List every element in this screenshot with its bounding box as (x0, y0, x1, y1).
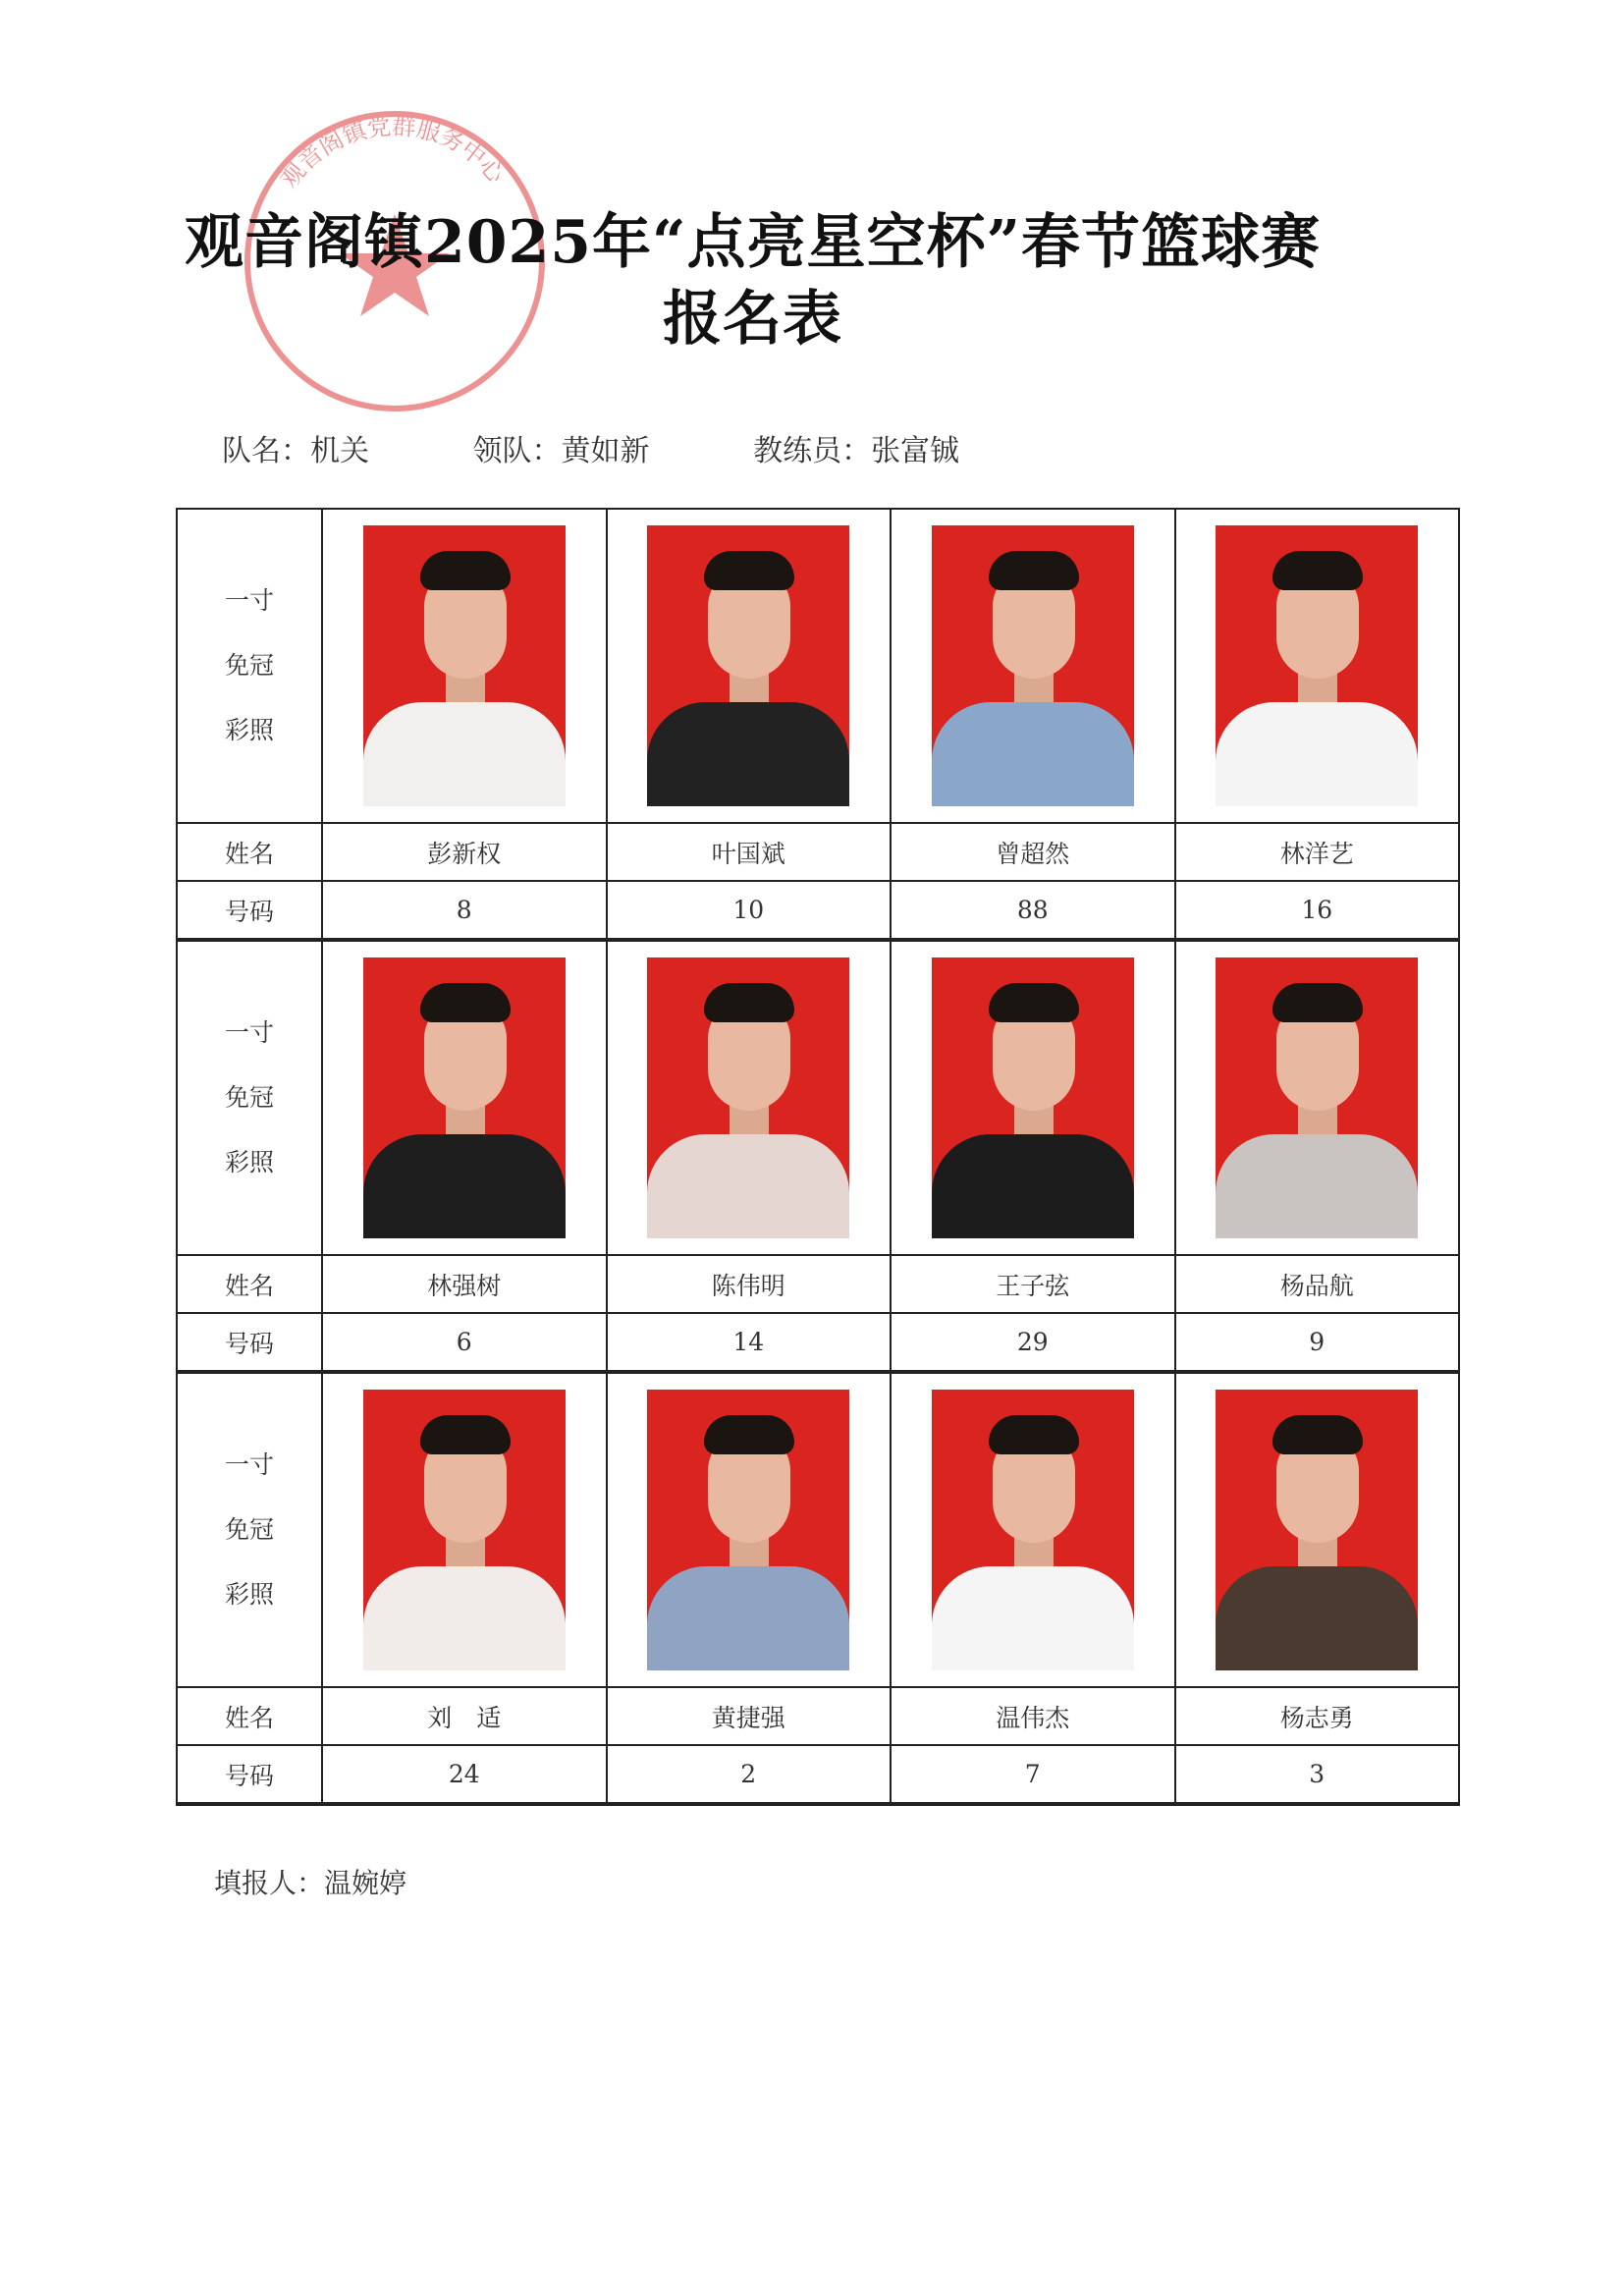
player-photo (647, 525, 849, 806)
player-name: 林强树 (322, 1255, 607, 1313)
player-name: 曾超然 (891, 823, 1175, 881)
player-photo (932, 1390, 1134, 1670)
player-name: 陈伟明 (607, 1255, 892, 1313)
number-label: 号码 (177, 1745, 322, 1804)
photo-row (177, 940, 1459, 1255)
player-name: 叶国斌 (607, 823, 892, 881)
photo-row (177, 1372, 1459, 1687)
player-number: 7 (891, 1745, 1175, 1804)
player-number: 2 (607, 1745, 892, 1804)
photo-label-line: 免冠 (224, 1515, 274, 1544)
player-name: 刘 适 (322, 1687, 607, 1745)
name-row (177, 823, 1459, 881)
player-name: 温伟杰 (891, 1687, 1175, 1745)
player-number: 16 (1175, 881, 1460, 940)
photo-label-line: 一寸 (224, 586, 274, 615)
registration-table (176, 508, 1460, 1806)
photo-label-line: 彩照 (224, 1580, 274, 1609)
photo-label-line: 一寸 (224, 1018, 274, 1047)
player-photo (647, 957, 849, 1238)
player-name: 王子弦 (891, 1255, 1175, 1313)
player-number: 88 (891, 881, 1175, 940)
player-number: 6 (322, 1313, 607, 1372)
number-row (177, 1745, 1459, 1804)
photo-label (177, 940, 322, 1255)
player-number: 29 (891, 1313, 1175, 1372)
page-title: 观音阁镇2025年“点亮星空杯”春节篮球赛 (184, 208, 1321, 277)
player-number: 24 (322, 1745, 607, 1804)
name-row (177, 1687, 1459, 1745)
player-photo (1216, 957, 1418, 1238)
player-photo-cell (322, 1372, 607, 1687)
team-leader: 领队：黄如新 (472, 434, 650, 468)
photo-label (177, 1372, 322, 1687)
number-label: 号码 (177, 881, 322, 940)
player-photo-cell (891, 1372, 1175, 1687)
player-photo-cell (1175, 1372, 1460, 1687)
team-info (222, 426, 1054, 469)
player-number: 9 (1175, 1313, 1460, 1372)
name-label: 姓名 (177, 1687, 322, 1745)
player-photo (363, 525, 566, 806)
photo-row (177, 509, 1459, 823)
player-photo-cell (607, 940, 892, 1255)
player-number: 3 (1175, 1745, 1460, 1804)
page-subtitle: 报名表 (663, 285, 842, 354)
name-label: 姓名 (177, 1255, 322, 1313)
player-name: 林洋艺 (1175, 823, 1460, 881)
player-name: 黄捷强 (607, 1687, 892, 1745)
player-photo (363, 1390, 566, 1670)
svg-text:观音阁镇党群服务中心 (275, 112, 511, 192)
number-label: 号码 (177, 1313, 322, 1372)
photo-label-line: 免冠 (224, 651, 274, 680)
player-photo (1216, 525, 1418, 806)
player-photo-cell (891, 509, 1175, 823)
player-photo-cell (607, 509, 892, 823)
photo-label-line: 免冠 (224, 1083, 274, 1112)
photo-label (177, 509, 322, 823)
team-coach: 教练员：张富铖 (753, 434, 960, 468)
player-photo (932, 525, 1134, 806)
player-photo-cell (607, 1372, 892, 1687)
name-row (177, 1255, 1459, 1313)
filled-by: 填报人：温婉婷 (214, 1867, 407, 1899)
player-name: 彭新权 (322, 823, 607, 881)
player-name: 杨志勇 (1175, 1687, 1460, 1745)
team-name: 队名：机关 (222, 434, 369, 468)
player-number: 10 (607, 881, 892, 940)
player-photo-cell (322, 509, 607, 823)
player-photo-cell (1175, 509, 1460, 823)
photo-label-line: 彩照 (224, 1148, 274, 1176)
photo-label-line: 彩照 (224, 716, 274, 744)
player-photo-cell (891, 940, 1175, 1255)
player-photo (932, 957, 1134, 1238)
name-label: 姓名 (177, 823, 322, 881)
number-row (177, 1313, 1459, 1372)
seal-text: 观音阁镇党群服务中心 (275, 112, 511, 193)
player-photo (1216, 1390, 1418, 1670)
photo-label-line: 一寸 (224, 1450, 274, 1479)
number-row (177, 881, 1459, 940)
player-photo-cell (1175, 940, 1460, 1255)
player-number: 14 (607, 1313, 892, 1372)
player-number: 8 (322, 881, 607, 940)
player-photo-cell (322, 940, 607, 1255)
player-photo (363, 957, 566, 1238)
player-photo (647, 1390, 849, 1670)
player-name: 杨品航 (1175, 1255, 1460, 1313)
